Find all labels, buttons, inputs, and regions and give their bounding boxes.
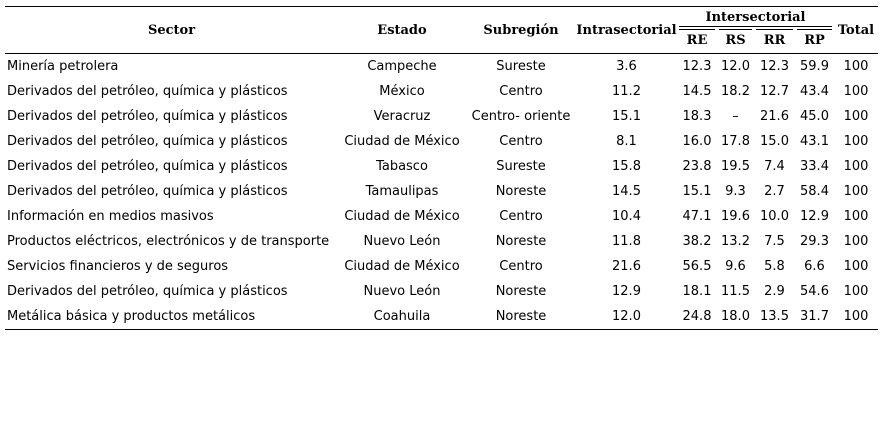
cell-total: 100 (843, 209, 869, 224)
cell-rs: 11.5 (721, 284, 750, 299)
table-body (5, 54, 878, 330)
cell-rp: 43.1 (800, 134, 829, 149)
header-intersectorial-group (677, 6, 834, 27)
cell-sector: Derivados del petróleo, química y plásticos (7, 159, 288, 174)
cell-total: 100 (843, 109, 869, 124)
cell-subregion: Centro (499, 134, 543, 149)
cell-estado: Tabasco (376, 159, 428, 174)
cell-rs: 18.2 (721, 84, 750, 99)
cell-re: 18.3 (682, 109, 712, 124)
cell-sector: Derivados del petróleo, química y plásticos (7, 84, 288, 99)
header-re (677, 27, 717, 54)
header-intrasectorial: Intrasectorial (576, 6, 677, 54)
header-total: Total (834, 6, 878, 54)
cell-rr: 2.9 (764, 284, 785, 299)
cell-re: 18.1 (682, 284, 712, 299)
header-estado: Estado (338, 6, 466, 54)
header-subregion: Subregión (466, 6, 576, 54)
cell-re: 12.3 (682, 59, 712, 74)
header-rr-label: RR (763, 32, 786, 48)
cell-total: 100 (843, 134, 869, 149)
cell-estado: Ciudad de México (344, 209, 460, 224)
cell-intrasectorial: 11.8 (612, 234, 641, 249)
cell-re: 24.8 (677, 304, 717, 330)
header-rp-label: RP (804, 32, 825, 48)
cell-total: 100 (843, 284, 869, 299)
table-row (5, 229, 878, 254)
cell-estado: Ciudad de México (344, 259, 460, 274)
cell-total: 100 (843, 59, 869, 74)
cell-rp: 6.6 (804, 259, 825, 274)
cell-rr: 15.0 (760, 134, 789, 149)
table-row (5, 54, 878, 79)
header-intersectorial-label: Intersectorial (705, 9, 806, 25)
header-sector: Sector (5, 6, 338, 54)
cell-rp: 59.9 (800, 59, 829, 74)
cell-rp: 54.6 (800, 284, 829, 299)
cell-rp: 43.4 (800, 84, 829, 99)
cell-intrasectorial: 11.2 (612, 84, 641, 99)
table-row (5, 154, 878, 179)
cell-rp: 31.7 (795, 304, 834, 330)
cell-intrasectorial: 12.9 (612, 284, 641, 299)
cell-subregion: Centro (499, 84, 543, 99)
cell-sector: Derivados del petróleo, química y plásticos (7, 134, 288, 149)
cell-total: 100 (843, 159, 869, 174)
header-rs (717, 27, 754, 54)
cell-rp: 29.3 (800, 234, 829, 249)
cell-re: 23.8 (682, 159, 712, 174)
cell-sector: Información en medios masivos (7, 209, 214, 224)
cell-subregion: Centro (499, 259, 543, 274)
cell-estado: Coahuila (338, 304, 466, 330)
cell-rp: 33.4 (800, 159, 829, 174)
cell-intrasectorial: 10.4 (612, 209, 641, 224)
cell-sector: Minería petrolera (7, 59, 119, 74)
cell-subregion: Noreste (495, 184, 547, 199)
header-rp (795, 27, 834, 54)
cell-rs: 18.0 (717, 304, 754, 330)
cell-rp: 58.4 (800, 184, 829, 199)
cell-sector: Servicios financieros y de seguros (7, 259, 229, 274)
cell-re: 56.5 (682, 259, 712, 274)
cell-rr: 2.7 (764, 184, 785, 199)
cell-rs: 19.6 (721, 209, 750, 224)
cell-re: 16.0 (682, 134, 712, 149)
cell-rr: 21.6 (760, 109, 789, 124)
table-row (5, 179, 878, 204)
cell-subregion: Centro (499, 209, 543, 224)
cell-re: 47.1 (682, 209, 712, 224)
cell-rr: 12.7 (760, 84, 789, 99)
cell-subregion: Noreste (495, 234, 547, 249)
cell-total: 100 (843, 234, 869, 249)
cell-rs: 13.2 (721, 234, 750, 249)
cell-total: 100 (834, 304, 878, 330)
cell-subregion: Noreste (466, 304, 576, 330)
table-header (5, 6, 878, 54)
cell-estado: Tamaulipas (365, 184, 439, 199)
cell-intrasectorial: 14.5 (612, 184, 641, 199)
table-row (5, 204, 878, 229)
header-rr (754, 27, 795, 54)
cell-rs: 17.8 (721, 134, 750, 149)
cell-subregion: Sureste (496, 159, 546, 174)
table-container (5, 6, 878, 330)
cell-rr: 5.8 (764, 259, 785, 274)
cell-intrasectorial: 21.6 (612, 259, 641, 274)
cell-re: 38.2 (682, 234, 712, 249)
cell-rs: 19.5 (721, 159, 750, 174)
table-row (5, 129, 878, 154)
table-row (5, 254, 878, 279)
cell-total: 100 (843, 84, 869, 99)
table-row (5, 104, 878, 129)
cell-rr: 10.0 (760, 209, 789, 224)
cell-rp: 45.0 (800, 109, 829, 124)
table-row (5, 279, 878, 304)
cell-rs: – (732, 109, 739, 124)
cell-sector: Derivados del petróleo, química y plásticos (7, 284, 288, 299)
header-re-label: RE (686, 32, 708, 48)
cell-intrasectorial: 15.8 (612, 159, 641, 174)
cell-rs: 12.0 (721, 59, 750, 74)
cell-re: 15.1 (682, 184, 712, 199)
cell-rs: 9.6 (725, 259, 746, 274)
cell-sector: Derivados del petróleo, química y plásticos (7, 109, 288, 124)
cell-intrasectorial: 3.6 (616, 59, 637, 74)
cell-estado: México (379, 84, 425, 99)
cell-subregion: Sureste (496, 59, 546, 74)
cell-estado: Campeche (367, 59, 437, 74)
cell-rr: 12.3 (760, 59, 789, 74)
cell-rr: 7.4 (764, 159, 785, 174)
cell-subregion: Noreste (495, 284, 547, 299)
cell-sector: Metálica básica y productos metálicos (5, 304, 338, 330)
cell-intrasectorial: 8.1 (616, 134, 637, 149)
cell-subregion: Centro- oriente (471, 109, 571, 124)
data-table (5, 6, 878, 330)
cell-estado: Nuevo León (363, 234, 441, 249)
cell-rs: 9.3 (725, 184, 746, 199)
cell-sector: Productos eléctricos, electrónicos y de transporte (7, 234, 330, 249)
cell-estado: Veracruz (373, 109, 431, 124)
header-rs-label: RS (725, 32, 746, 48)
table-row (5, 79, 878, 104)
cell-total: 100 (843, 259, 869, 274)
cell-total: 100 (843, 184, 869, 199)
cell-rp: 12.9 (800, 209, 829, 224)
cell-intrasectorial: 12.0 (576, 304, 677, 330)
table-row (5, 304, 878, 330)
cell-rr: 13.5 (754, 304, 795, 330)
cell-sector: Derivados del petróleo, química y plásticos (7, 184, 288, 199)
cell-estado: Ciudad de México (344, 134, 460, 149)
cell-estado: Nuevo León (363, 284, 441, 299)
cell-rr: 7.5 (764, 234, 785, 249)
cell-intrasectorial: 15.1 (612, 109, 641, 124)
cell-re: 14.5 (682, 84, 712, 99)
